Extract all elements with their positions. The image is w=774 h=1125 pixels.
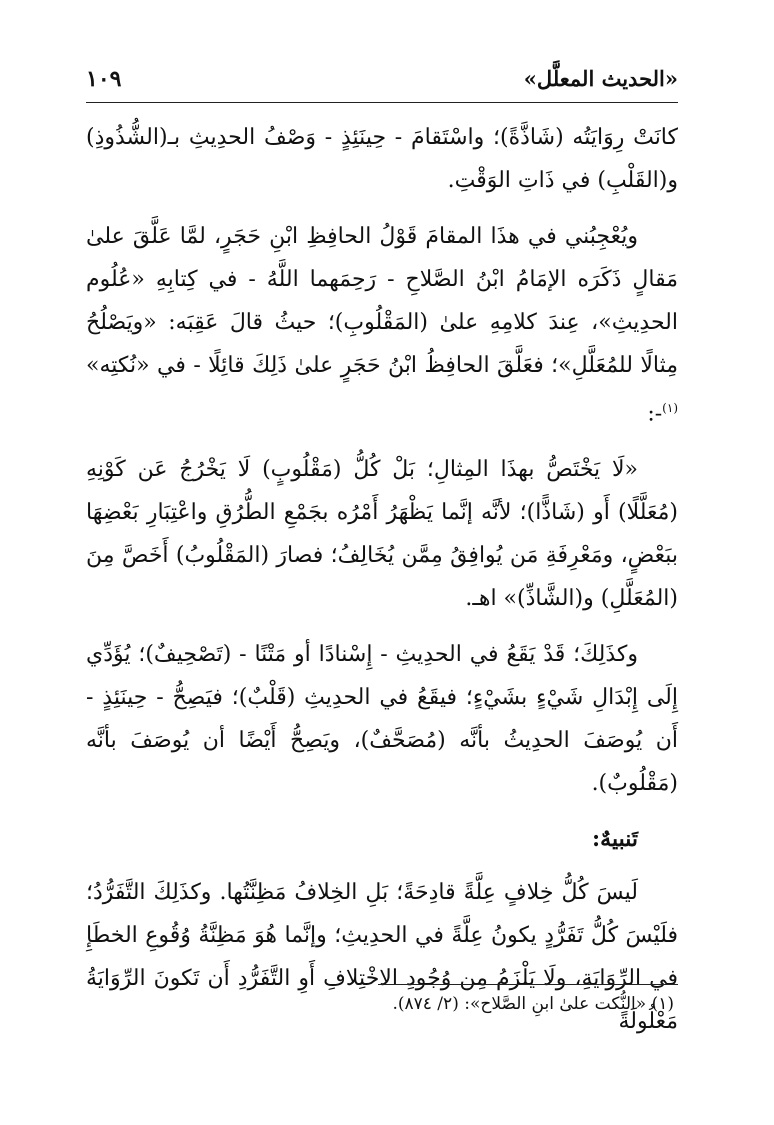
footnote: (١) «النُّكت علىٰ ابنِ الصَّلاح»: (٢/ ٨٧٤). — [392, 994, 674, 1014]
paragraph-1: كانَتْ رِوَايَتُه (شَاذَّةً)؛ واسْتَقامَ - حِينَئِذٍ - وَصْفُ الحدِيثِ بـ(الشُّذُوذِ) و(القَلْبِ) في ذَاتِ الوَقْتِ. — [86, 125, 678, 193]
page-header — [86, 62, 678, 103]
main-text — [86, 116, 678, 1056]
page-number: ١٠٩ — [86, 66, 122, 92]
paragraph-2-tail: -: — [647, 401, 663, 427]
paragraph-2 — [86, 215, 678, 435]
quote-paragraph: «لَا يَخْتَصُّ بهذَا المِثالِ؛ بَلْ كُلُّ (مَقْلُوبٍ) لَا يَخْرُجُ عَن كَوْنِهِ (مُعَلَّلًا) أَو (شَاذًّا)؛ لأنَّه إنَّما يَظْهَرُ أَمْرُه بجَمْعِ الطُّرُقِ واعْتِبَارِ بَعْضِهَا ببَعْضٍ، ومَعْرِفَةِ مَن يُوافِقُ مِمَّن يُخَالِفُ؛ فصارَ (المَقْلُوبُ) أَخَصَّ مِنَ (المُعَلَّلِ) و(الشَّاذِّ)» اهـ. — [86, 457, 678, 612]
paragraph-4: وكذَلِكَ؛ قَدْ يَقَعُ في الحدِيثِ - إِسْنادًا أو مَتْنًا - (تَصْحِيفٌ)؛ يُؤَدِّي إِلَى إِبْدَالِ شَيْءٍ بشَيْءٍ؛ فيقَعُ في الحدِيثِ (قَلْبٌ)؛ فيَصِحُّ - حِينَئِذٍ - أَن يُوصَفَ الحدِيثُ بأنَّه (مُصَحَّفٌ)، ويَصِحُّ أَيْضًا أن يُوصَفَ بأنَّه (مَقْلُوبٌ). — [86, 642, 678, 797]
running-title: «الحديث المعلَّل» — [523, 66, 678, 91]
paragraph-5: لَيسَ كُلُّ خِلافٍ عِلَّةً قادِحَةً؛ بَلِ الخِلافُ مَظِنَّتُها. وكذَلِكَ التَّفَرُّدُ؛ فلَيْسَ كُلُّ تَفَرُّدٍ يكونُ عِلَّةً في الحدِيثِ؛ وإنَّما هُوَ مَظِنَّةُ وُقُوعِ الخطَإِ في الرِّوَايَةِ، ولَا يَلْزَمُ مِن وُجُودِ الاخْتِلافِ أَوِ التَّفَرُّدِ أَن تَكونَ الرِّوَايَةُ مَعْلُولَةً — [86, 880, 678, 1035]
footnote-divider — [378, 984, 678, 985]
note-heading: تَنبيهٌ: — [592, 826, 638, 853]
paragraph-2-text: ويُعْجِبُني في هذَا المقامَ قَوْلُ الحافِظِ ابْنِ حَجَرٍ، لمَّا عَلَّقَ علىٰ مَقالٍ ذَكَرَه الإمَامُ ابْنُ الصَّلاحِ - رَحِمَهما اللَّهُ - في كِتابِهِ «عُلُوم الحدِيثِ»، عِندَ كلامِهِ علىٰ (المَقْلُوبِ)؛ حيثُ قالَ عَقِبَه: «ويَصْلُحُ مِثالًا للمُعَلَّلِ»؛ فعَلَّقَ الحافِظُ ابْنُ حَجَرٍ علىٰ ذَلِكَ قائِلًا - في «نُكتِه» — [86, 224, 678, 378]
footnote-ref: (١) — [662, 401, 678, 415]
